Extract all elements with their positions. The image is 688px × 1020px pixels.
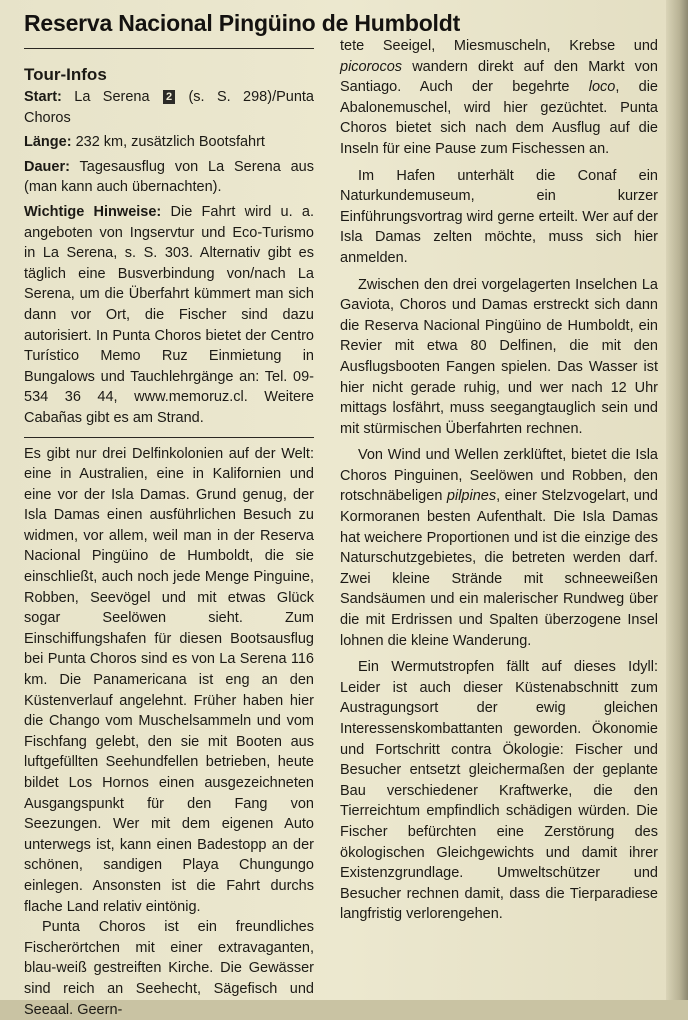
start-label: Start: bbox=[24, 89, 62, 105]
info-rule bbox=[24, 437, 314, 438]
right-paragraph-1 bbox=[340, 36, 658, 160]
title-rule bbox=[24, 48, 314, 49]
tour-infos-heading: Tour-Infos bbox=[24, 65, 107, 84]
left-paragraph-1: Es gibt nur drei Delfinkolonien auf der Welt: eine in Australien, eine in Kalifornien und eine vor der Isla Damas. Grund genug, der Isla Damas einen ausführlichen Besuch zu widmen, vor allem, weil man in der Reserva Nacional Pingüino de Humboldt, die sie einschließt, auch noch jede Menge Pinguine, Robben, Seevögel und mit etwas Glück sogar Seelöwen sieht. Zum Einschiffungshafen für diesen Bootsausflug bei Punta Choros sind es von La Serena 116 km. Die Panamericana ist eng an den Küstenverlauf angelehnt. Früher haben hier die Chango vom Muschelsammeln und vom Fischfang gelebt, den sie mit Booten aus luftgefüllten Seehundfellen betrieben, heute bildet Los Hornos einen ausgezeichneten Ausgangspunkt für den Fang von Seezungen. Wer mit dem eigenen Auto unterwegs ist, kann einen Badestopp an der schönen, sandigen Playa Chungungo einlegen. Ansonsten ist die Fahrt durchs flache Land relativ eintönig. bbox=[24, 445, 314, 915]
info-hinweise bbox=[24, 202, 314, 429]
start-value-after: (s. S. 298)/Punta Choros bbox=[24, 89, 314, 126]
dauer-label: Dauer: bbox=[24, 158, 70, 175]
tour-infos-box bbox=[24, 87, 314, 429]
page-edge bbox=[666, 0, 688, 1000]
p1-text-b: wandern direkt auf den Markt von Santiago. Auch der begehrte bbox=[340, 58, 658, 96]
page-title: Reserva Nacional Pingüino de Humboldt bbox=[24, 10, 461, 36]
hinweise-label: Wichtige Hinweise: bbox=[24, 203, 162, 220]
start-value: La Serena bbox=[74, 89, 150, 105]
left-paragraph-2: Punta Choros ist ein freundliches Fischerörtchen mit einer extravaganten, blau-weiß gestreiften Kirche. Die Gewässer sind reich an Seehecht, Sägefisch und Seeaal. Geern- bbox=[24, 919, 314, 1018]
p1-text-a: tete Seeigel, Miesmuscheln, Krebse und bbox=[340, 38, 658, 54]
info-start bbox=[24, 87, 314, 128]
p4-text-a: Von Wind und Wellen zerklüftet, bietet die Isla Choros Pinguinen, Seelöwen und Robben, den rotschnäbeligen bbox=[340, 447, 658, 505]
p1-text-c: , die Abalonemuschel, wird hier gezüchtet. Punta Choros bietet sich nach dem Ausflug auf die Inseln für eine Pause zum Fischessen an. bbox=[340, 79, 658, 157]
p1-italic-loco: loco bbox=[588, 79, 616, 96]
p4-text-b: , einer Stelzvogelart, und Kormoranen besten Aufenthalt. Die Isla Damas hat weichere Proportionen und ist die einzige des Naturschutzgebietes, die betreten werden darf. Zwei kleine Strände mit schneeweißen Sandsäumen und ein malerischer Rundweg über die mit Erdrissen und Spalten überzogene Insel lohnen die kleine Wanderung. bbox=[340, 488, 658, 649]
hinweise-value: Die Fahrt wird u. a. angeboten von Ingservtur und Eco-Turismo in La Serena, s. S. 303. Alternativ gibt es täglich eine Busverbindung von/nach La Serena, um die Überfahrt kümmert man sich dann vor Ort, die Fischer sind dazu autorisiert. In Punta Choros bietet der Centro Turístico Memo Ruz Einmietung in Bungalows und Tauchlehrgänge an: Tel. 09-534 36 44, www.memoruz.cl. Weitere Cabañas gibt es am Strand. bbox=[24, 203, 314, 426]
laenge-label: Länge: bbox=[24, 134, 72, 151]
right-paragraph-3: Zwischen den drei vorgelagerten Inselchen La Gaviota, Choros und Damas erstreckt sich dann die Reserva Nacional Pingüino de Humboldt, ein Revier mit etwa 80 Delfinen, die mit den Ausflugsbooten Fangen spielen. Das Wasser ist hier nicht gerade ruhig, und wer nach 12 Uhr mittags losfährt, muss seegangtauglich sein und mit stürmischen Überfahrten rechnen. bbox=[340, 276, 658, 437]
right-column bbox=[340, 36, 658, 925]
left-column bbox=[24, 48, 314, 1020]
dauer-value: Tagesausflug von La Serena aus (man kann auch übernachten). bbox=[24, 158, 314, 196]
p1-italic-picorocos: picorocos bbox=[340, 58, 403, 75]
right-paragraph-2: Im Hafen unterhält die Conaf ein Naturkundemuseum, ein kurzer Einführungsvortrag wird gerne erteilt. Wer auf der Isla Damas zelten möchte, muss sich hier anmelden. bbox=[340, 167, 658, 266]
laenge-value: 232 km, zusätzlich Bootsfahrt bbox=[75, 134, 265, 151]
right-paragraph-4 bbox=[340, 445, 658, 651]
p4-italic-pilpines: pilpines bbox=[446, 488, 497, 505]
info-dauer bbox=[24, 157, 314, 198]
map-badge: 2 bbox=[163, 90, 175, 104]
right-paragraph-5: Ein Wermutstropfen fällt auf dieses Idyll: Leider ist auch dieser Küstenabschnitt zum Austragungsort der ewig gleichen Interessenskombattanten geworden. Ökonomie und Fortschritt contra Ökologie: Fischer und Besucher entsetzt gleichermaßen der geplante Bau verschiedener Kraftwerke, die den Tierreichtum empfindlich schädigen würden. Die Fischer befürchten eine Zerstörung des ökologischen Gleichgewichts und damit ihrer Existenzgrundlage. Umweltschützer und Besucher rechnen damit, dass die Tierparadiese langfristig verlorengehen. bbox=[340, 659, 658, 923]
info-laenge bbox=[24, 132, 314, 153]
